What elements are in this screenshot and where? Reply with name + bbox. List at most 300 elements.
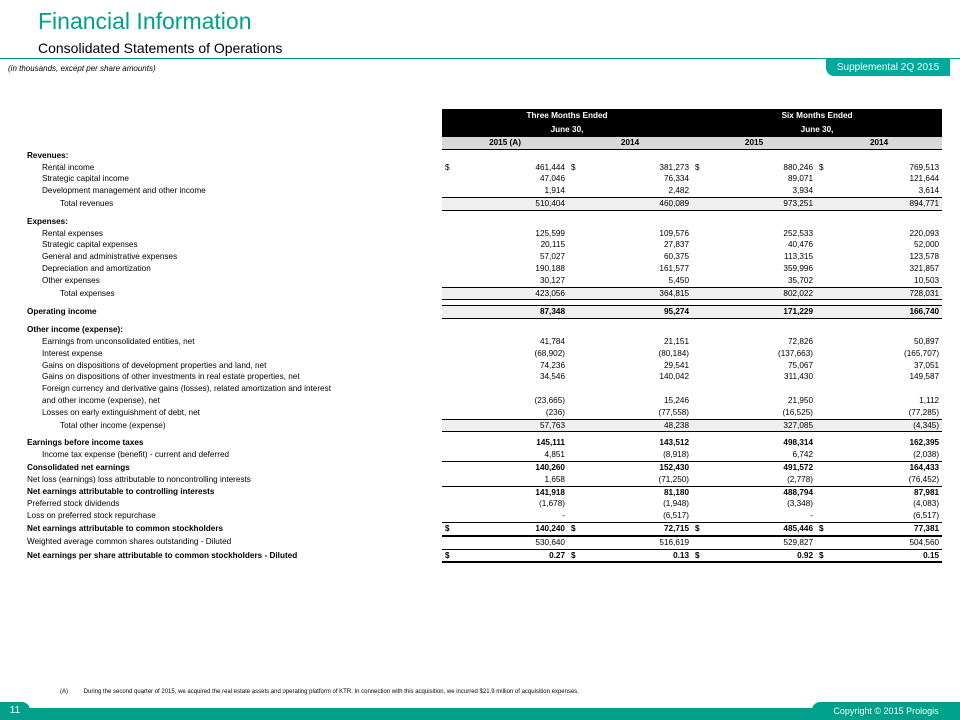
value-cell: 75,067 [787,360,814,370]
currency-symbol: $ [568,522,584,535]
currency-symbol [442,336,458,348]
currency-symbol [816,197,832,210]
value-cell: (165,707) [904,348,940,358]
currency-symbol [816,407,832,419]
statement-of-operations-table [24,109,942,563]
value-cell: (1,948) [663,499,690,509]
value-cell: 76,334 [663,174,690,184]
section-expenses [24,216,942,228]
value-cell: 3,934 [792,186,814,196]
value-cell: 57,027 [539,252,565,262]
row-label: Preferred stock dividends [27,499,120,509]
row-fx-line2 [24,395,942,407]
row-label: Consolidated net earnings [27,462,130,472]
currency-symbol [692,498,708,510]
currency-symbol [568,371,584,383]
row-label: Strategic capital income [42,174,129,184]
row-label: Total other income (expense) [24,419,442,432]
currency-symbol [442,510,458,522]
row-label: General and administrative expenses [42,252,178,262]
value-cell: 10,503 [914,275,940,285]
currency-symbol [816,228,832,240]
row-label: Foreign currency and derivative gains (losses), related amortization and interest [42,384,331,394]
period-header: Six Months Ended [692,109,942,123]
value-cell: 21,950 [787,395,814,405]
currency-symbol [568,510,584,522]
currency-symbol: $ [692,522,708,535]
value-cell: (236) [545,407,565,417]
value-cell [584,383,692,395]
value-cell: 252,533 [783,228,814,238]
row-label: Total expenses [24,287,442,300]
value-cell: 460,089 [584,197,692,210]
year-header: 2014 [568,137,692,149]
currency-symbol [816,383,832,395]
currency-symbol [692,275,708,287]
value-cell: (80,184) [658,348,690,358]
currency-symbol [442,185,458,197]
value-cell: 1,914 [544,186,565,196]
currency-symbol [816,486,832,498]
currency-symbol [692,348,708,360]
currency-symbol [816,287,832,300]
currency-symbol [816,510,832,522]
value-cell: 47,046 [539,174,565,184]
currency-symbol [692,360,708,372]
currency-symbol [692,371,708,383]
currency-symbol [442,536,458,549]
currency-symbol [692,173,708,185]
currency-symbol [692,486,708,498]
row-label: Gains on dispositions of other investments in real estate properties, net [42,372,300,382]
currency-symbol [442,306,458,319]
currency-symbol [568,360,584,372]
value-cell: 52,000 [914,240,940,250]
row-label: Rental expenses [42,228,103,238]
currency-symbol [442,348,458,360]
value-cell [708,383,816,395]
currency-symbol [692,287,708,300]
currency-symbol [692,197,708,210]
value-cell: 41,784 [539,336,565,346]
currency-symbol [442,437,458,449]
currency-symbol [568,228,584,240]
row-label: Operating income [24,306,442,319]
row-strategic-capital-expenses [24,239,942,251]
value-cell: 89,071 [787,174,814,184]
value-cell: - [562,511,565,521]
currency-symbol [568,395,584,407]
row-strategic-capital-income [24,173,942,185]
currency-symbol [568,275,584,287]
value-cell: 529,827 [708,536,816,549]
currency-symbol [816,306,832,319]
value-cell: 87,348 [458,306,568,319]
value-cell: (77,285) [908,407,940,417]
currency-symbol [692,239,708,251]
currency-symbol [692,536,708,549]
row-preferred-repurchase [24,510,942,522]
row-g-and-a [24,251,942,263]
row-label: Earnings from unconsolidated entities, net [42,336,195,346]
currency-symbol [442,263,458,275]
row-label: Income tax expense (benefit) - current and deferred [42,450,230,460]
row-weighted-shares [24,536,942,549]
currency-symbol [568,383,584,395]
row-rental-expenses [24,228,942,240]
value-cell: (23,665) [534,395,565,405]
currency-symbol [568,197,584,210]
currency-symbol: $ [568,549,584,562]
currency-symbol [692,461,708,473]
value-cell: 498,314 [783,438,814,448]
row-extinguishment [24,407,942,419]
value-cell: 37,051 [914,360,940,370]
currency-symbol: $ [442,522,458,535]
currency-symbol [816,498,832,510]
section-label: Expenses: [27,216,68,226]
page-title: Financial Information [38,8,252,34]
value-cell: 728,031 [832,287,942,300]
value-cell: 321,857 [909,263,940,273]
value-cell: 381,273 [659,162,690,172]
value-cell: 504,560 [832,536,942,549]
row-total-expenses [24,287,942,300]
value-cell: 29,541 [663,360,690,370]
row-eps [24,549,942,562]
row-label: Other expenses [42,276,100,286]
currency-symbol [442,173,458,185]
currency-symbol [692,474,708,486]
row-other-expenses [24,275,942,287]
value-cell: 485,446 [708,522,816,535]
section-label: Revenues: [27,150,69,160]
value-cell: 0.27 [458,549,568,562]
value-cell: 461,444 [535,162,565,172]
currency-symbol: $ [571,162,576,172]
currency-symbol [692,263,708,275]
value-cell: 488,794 [708,486,816,498]
value-cell: 81,180 [584,486,692,498]
value-cell: 48,238 [584,419,692,432]
value-cell: 530,640 [458,536,568,549]
value-cell: 166,740 [832,306,942,319]
currency-symbol [816,371,832,383]
currency-symbol [816,263,832,275]
currency-symbol [692,407,708,419]
currency-symbol [568,263,584,275]
footnote-marker: (A) [60,689,68,695]
row-depreciation [24,263,942,275]
value-cell: 516,619 [584,536,692,549]
period-date-header: June 30, [692,123,942,137]
section-label: Other income (expense): [27,325,123,335]
value-cell: (3,348) [787,499,814,509]
row-consolidated-net [24,461,942,473]
row-unconsolidated-earnings [24,336,942,348]
value-cell: 149,587 [909,372,940,382]
value-cell: (71,250) [658,474,690,484]
currency-symbol [568,486,584,498]
currency-symbol [692,228,708,240]
value-cell: 0.13 [584,549,692,562]
currency-symbol [442,275,458,287]
currency-symbol [442,395,458,407]
currency-symbol [816,536,832,549]
value-cell: (16,525) [782,407,814,417]
row-label: Interest expense [42,348,103,358]
value-cell: 140,240 [458,522,568,535]
value-cell: 40,476 [787,240,814,250]
value-cell: 164,433 [832,461,942,473]
currency-symbol: $ [816,549,832,562]
row-label: Weighted average common shares outstanding - Diluted [27,537,232,547]
value-cell: 35,702 [787,275,814,285]
currency-symbol [568,348,584,360]
value-cell: (2,038) [913,450,940,460]
header-row-years [24,137,942,149]
currency-symbol [568,474,584,486]
value-cell: 880,246 [783,162,814,172]
value-cell: 125,599 [535,228,565,238]
value-cell: 72,826 [787,336,814,346]
header-row-periods [24,109,942,123]
currency-symbol [692,510,708,522]
value-cell: (2,778) [787,474,814,484]
currency-symbol [692,306,708,319]
currency-symbol [442,251,458,263]
row-label: Earnings before income taxes [27,438,144,448]
row-dev-mgmt-income [24,185,942,197]
value-cell: 894,771 [832,197,942,210]
currency-symbol [442,419,458,432]
value-cell: (137,663) [777,348,814,358]
value-cell: 802,022 [708,287,816,300]
currency-symbol [442,486,458,498]
currency-symbol [568,407,584,419]
value-cell: 74,236 [539,360,565,370]
currency-symbol [442,228,458,240]
value-cell: 1,112 [919,395,940,405]
value-cell: 0.15 [832,549,942,562]
year-header: 2014 [816,137,942,149]
value-cell: 973,251 [708,197,816,210]
currency-symbol [692,449,708,461]
currency-symbol [816,461,832,473]
value-cell: (68,902) [534,348,565,358]
value-cell: (1,678) [539,499,565,509]
value-cell: 311,430 [784,372,814,382]
header-row-dates [24,123,942,137]
currency-symbol [442,407,458,419]
currency-symbol [692,437,708,449]
row-label: Losses on early extinguishment of debt, net [42,407,200,417]
row-total-other [24,419,942,432]
row-label: and other income (expense), net [42,395,160,405]
currency-symbol [568,437,584,449]
row-noncontrolling [24,474,942,486]
section-other_income [24,324,942,336]
value-cell: 60,375 [663,252,690,262]
row-label: Rental income [42,162,95,172]
row-gains-dev-properties [24,360,942,372]
value-cell: 50,897 [914,336,940,346]
row-net-common [24,522,942,535]
value-cell: 510,404 [458,197,568,210]
currency-symbol [442,461,458,473]
period-date-header: June 30, [442,123,692,137]
value-cell: (76,452) [908,474,940,484]
value-cell: 141,918 [458,486,568,498]
currency-symbol [442,360,458,372]
currency-symbol [816,251,832,263]
value-cell: 27,837 [663,240,690,250]
currency-symbol [442,474,458,486]
row-label: Net earnings attributable to common stockholders [27,524,224,534]
row-label: Depreciation and amortization [42,263,151,273]
row-label: Net earnings attributable to controlling interests [27,487,215,497]
title-divider [0,58,960,59]
value-cell: 162,395 [909,438,940,448]
row-ebt [24,437,942,449]
currency-symbol: $ [442,549,458,562]
currency-symbol [816,360,832,372]
value-cell: 3,614 [918,186,940,196]
value-cell: 6,742 [792,450,814,460]
value-cell: 2,482 [668,186,690,196]
value-cell: 327,085 [708,419,816,432]
supplemental-badge: Supplemental 2Q 2015 [826,59,950,76]
currency-symbol [692,395,708,407]
copyright: Copyright © 2015 Prologis [812,702,960,720]
row-interest-expense [24,348,942,360]
row-gains-other-investments [24,371,942,383]
row-label: Loss on preferred stock repurchase [27,511,156,521]
currency-symbol [568,461,584,473]
footnote [60,689,593,695]
currency-symbol [816,185,832,197]
currency-symbol [568,185,584,197]
currency-symbol [816,437,832,449]
value-cell: 15,246 [663,395,690,405]
value-cell: 423,056 [458,287,568,300]
row-label: Development management and other income [42,186,206,196]
page-number: 11 [0,702,30,720]
currency-symbol [816,239,832,251]
value-cell: 95,274 [584,306,692,319]
value-cell: 87,981 [832,486,942,498]
currency-symbol: $ [819,162,824,172]
value-cell: (4,345) [832,419,942,432]
currency-symbol [442,498,458,510]
value-cell: 220,093 [909,228,940,238]
currency-symbol [442,287,458,300]
row-operating-income [24,306,942,319]
footnote-text: During the second quarter of 2015, we acquired the real estate assets and operating platform of KTR. In connection with this acquisition, we incurred $21.9 million of acquisition expenses. [83,689,579,695]
row-fx-line1 [24,383,942,395]
currency-symbol [442,197,458,210]
year-header: 2015 [692,137,816,149]
row-label: Total revenues [24,197,442,210]
currency-symbol [692,336,708,348]
value-cell: 20,115 [540,240,565,250]
page-subtitle: Consolidated Statements of Operations [38,40,283,56]
value-cell: 1,658 [544,474,565,484]
value-cell: 364,815 [584,287,692,300]
currency-symbol: $ [816,522,832,535]
value-cell: (6,517) [663,511,690,521]
currency-symbol [692,383,708,395]
value-cell: 152,430 [584,461,692,473]
section-revenues [24,149,942,161]
value-cell: 123,578 [909,252,940,262]
currency-symbol [568,173,584,185]
row-rental-income [24,162,942,174]
currency-symbol [568,536,584,549]
value-cell: 121,644 [909,174,940,184]
currency-symbol [816,275,832,287]
currency-symbol [568,287,584,300]
row-label: Gains on dispositions of development properties and land, net [42,360,267,370]
currency-symbol [568,336,584,348]
units-note: (in thousands, except per share amounts) [8,64,156,73]
currency-symbol [568,498,584,510]
currency-symbol [692,251,708,263]
value-cell [832,383,942,395]
currency-symbol [442,383,458,395]
period-header: Three Months Ended [442,109,692,123]
currency-symbol [816,336,832,348]
value-cell: 21,151 [663,336,690,346]
currency-symbol [692,185,708,197]
currency-symbol [568,251,584,263]
currency-symbol [442,239,458,251]
value-cell: 77,381 [832,522,942,535]
value-cell: 769,513 [909,162,940,172]
currency-symbol [568,419,584,432]
value-cell: 143,512 [659,438,690,448]
row-total-revenues [24,197,942,210]
currency-symbol [816,449,832,461]
value-cell: 161,577 [659,263,690,273]
value-cell: 0.92 [708,549,816,562]
year-header: 2015 (A) [442,137,568,149]
currency-symbol: $ [692,549,708,562]
value-cell: 5,450 [668,275,690,285]
value-cell: 140,042 [659,372,690,382]
value-cell: 190,188 [535,263,565,273]
value-cell: 145,111 [536,438,565,448]
value-cell: - [810,511,814,521]
value-cell: 57,763 [458,419,568,432]
value-cell: (4,083) [913,499,940,509]
row-net-controlling [24,486,942,498]
value-cell: 4,851 [544,450,565,460]
value-cell: (77,558) [658,407,690,417]
row-label: Net loss (earnings) loss attributable to noncontrolling interests [27,474,251,484]
value-cell: 171,229 [708,306,816,319]
value-cell: 30,127 [539,275,565,285]
value-cell: 72,715 [584,522,692,535]
currency-symbol: $ [445,162,450,172]
currency-symbol [568,306,584,319]
value-cell [458,383,568,395]
currency-symbol [816,395,832,407]
currency-symbol [568,449,584,461]
currency-symbol [816,348,832,360]
currency-symbol [692,419,708,432]
value-cell: 113,315 [784,252,814,262]
